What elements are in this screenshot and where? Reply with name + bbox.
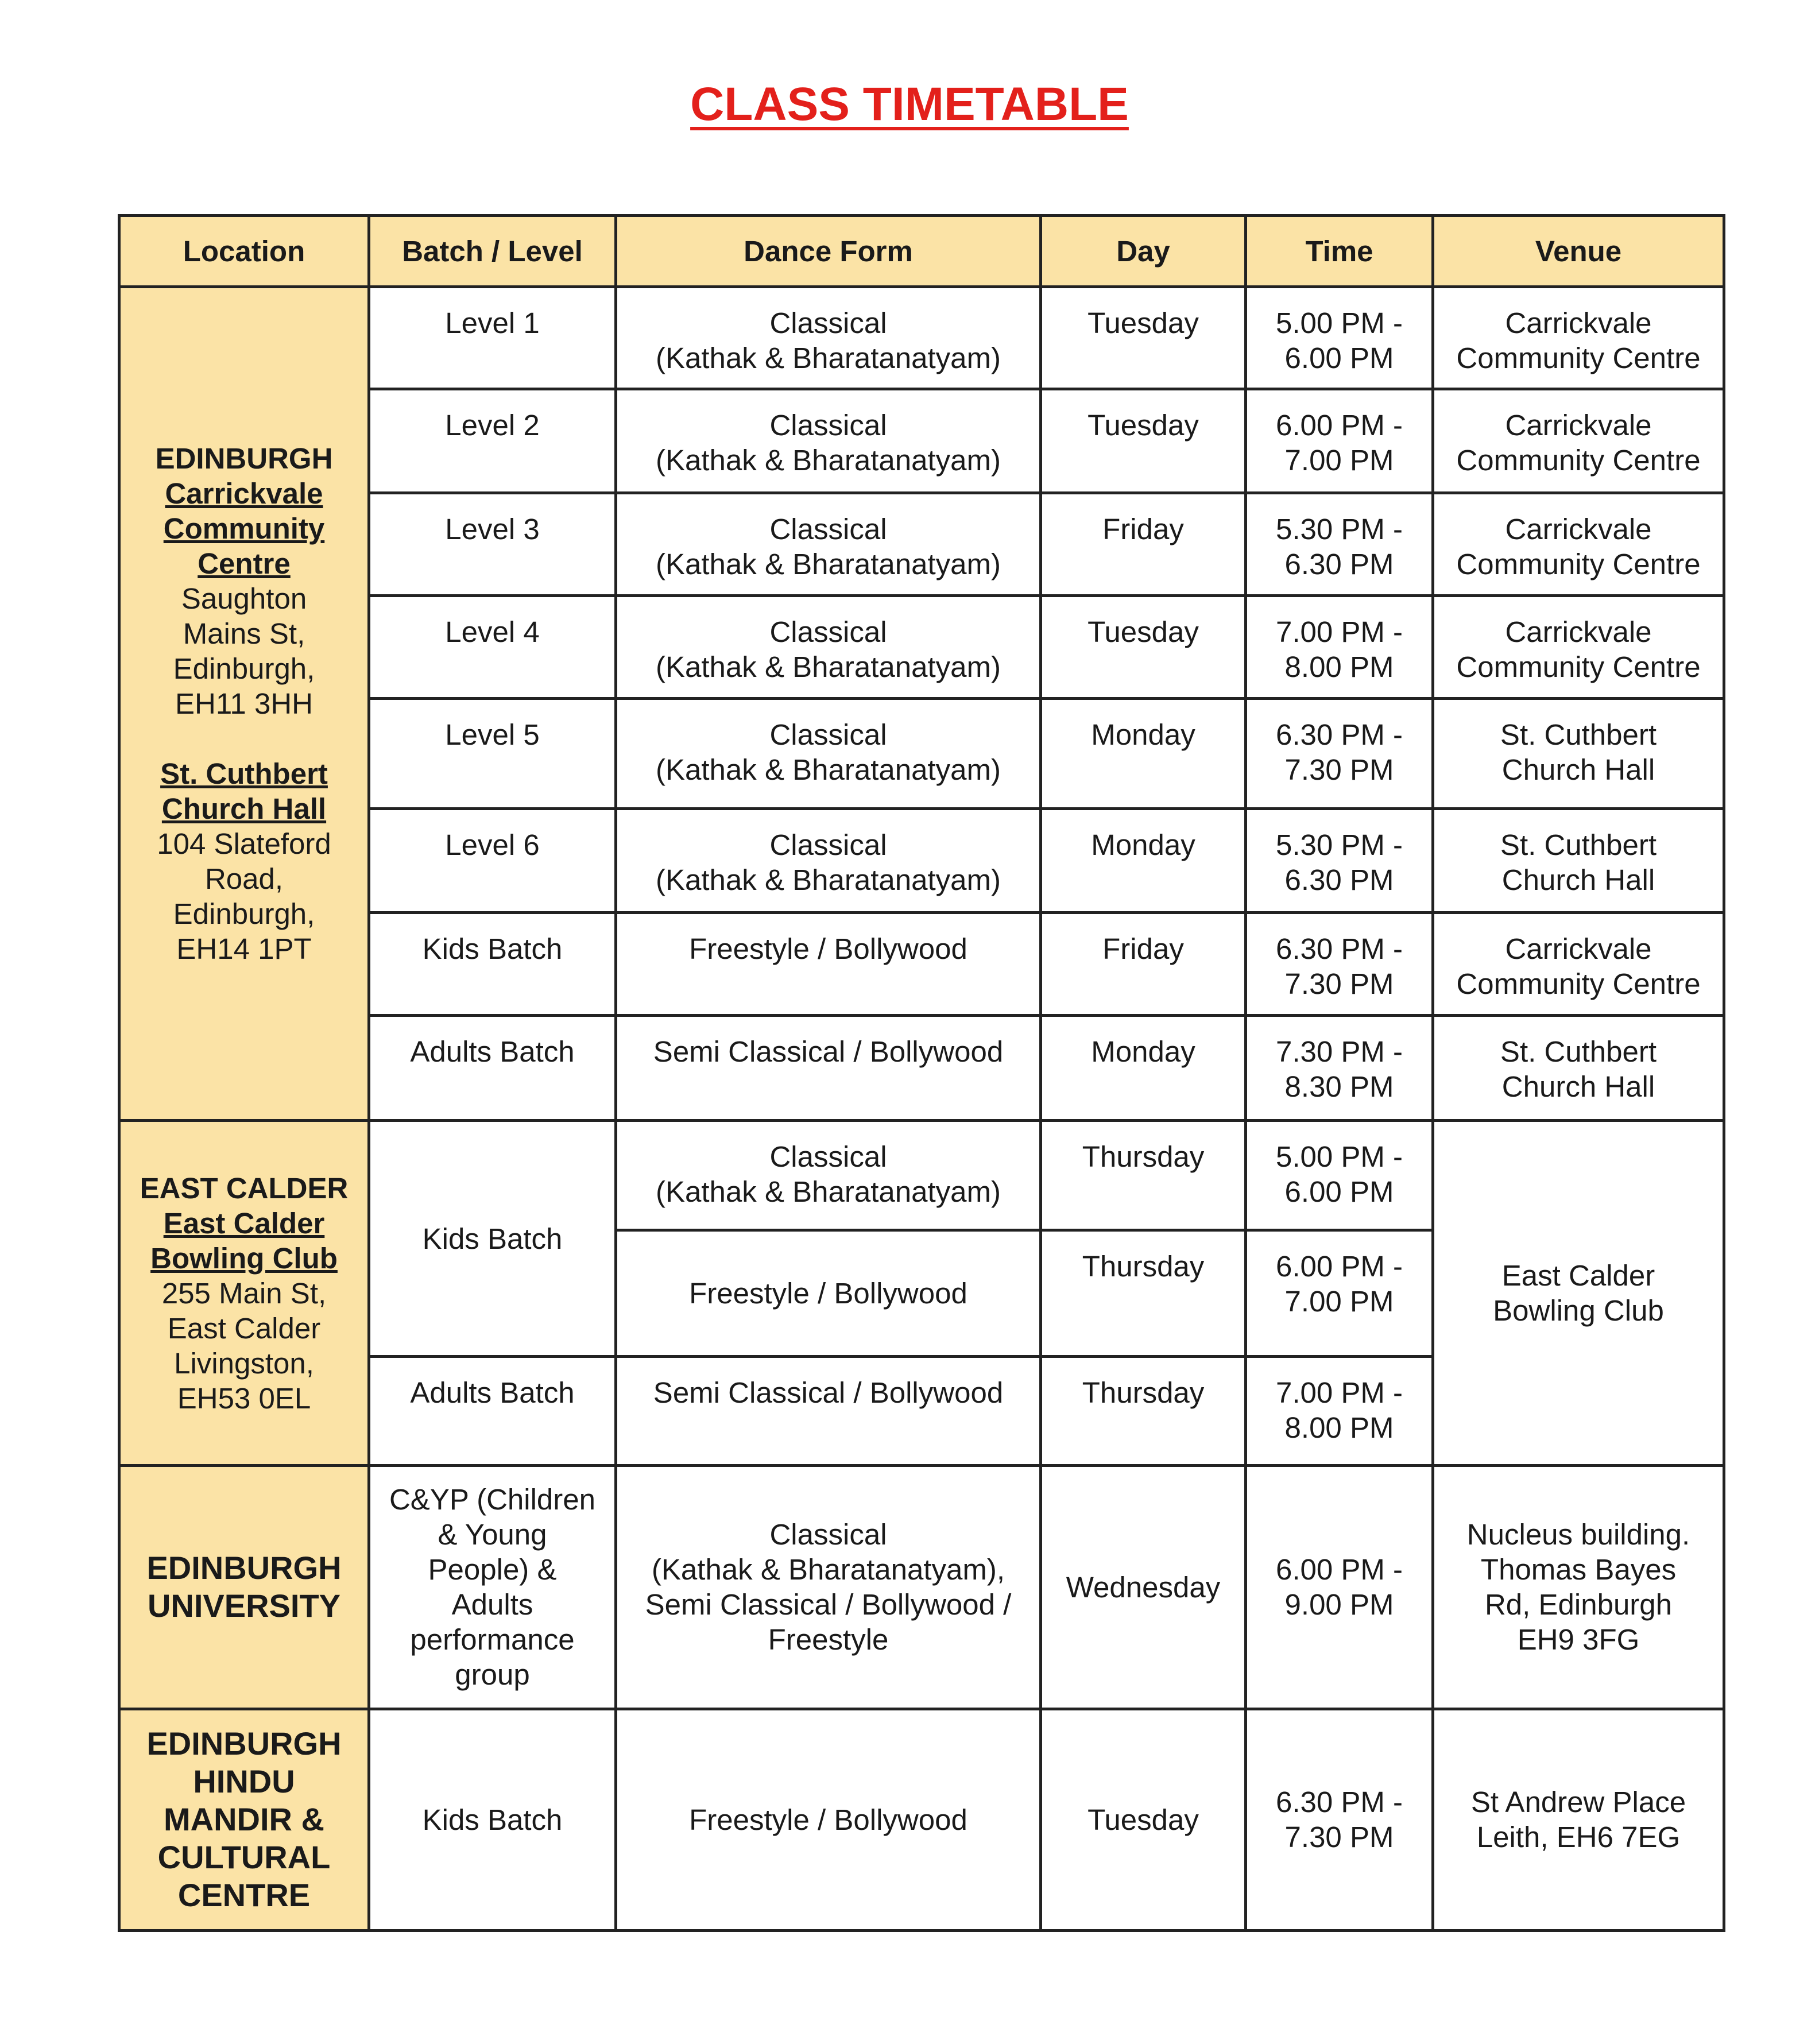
header-time: Time — [1246, 216, 1433, 287]
location-mandir-name-line: CENTRE — [177, 1877, 311, 1914]
venue-cell: Carrickvale Community Centre — [1433, 389, 1724, 493]
day-cell: Tuesday — [1041, 389, 1246, 493]
location-east-calder-cell — [119, 1121, 369, 1465]
day-cell: Tuesday — [1041, 287, 1246, 389]
venue-cell: St. Cuthbert Church Hall — [1433, 1016, 1724, 1121]
time-cell: 5.00 PM - 6.00 PM — [1246, 1121, 1433, 1230]
time-cell: 7.00 PM - 8.00 PM — [1246, 596, 1433, 699]
location-edinburgh-cell — [119, 287, 369, 1121]
header-row — [119, 216, 1724, 287]
location-edinburgh-name: EDINBURGH — [155, 442, 333, 475]
time-cell: 5.30 PM - 6.30 PM — [1246, 493, 1433, 596]
day-cell: Thursday — [1041, 1121, 1246, 1230]
day-cell: Thursday — [1041, 1356, 1246, 1465]
table-row — [119, 1709, 1724, 1930]
timetable-table — [118, 214, 1725, 1932]
time-cell: 6.30 PM - 7.30 PM — [1246, 1709, 1433, 1930]
east-calder-address-line: EH53 0EL — [177, 1381, 311, 1415]
day-cell: Monday — [1041, 809, 1246, 913]
day-cell: Tuesday — [1041, 1709, 1246, 1930]
venue-cell: Carrickvale Community Centre — [1433, 596, 1724, 699]
table-row — [119, 287, 1724, 389]
venue1-address-line: Edinburgh, — [173, 652, 315, 686]
time-cell: 6.00 PM - 9.00 PM — [1246, 1465, 1433, 1709]
venue1-address-line: Mains St, — [183, 617, 305, 651]
east-calder-venue-name-line: Bowling Club — [150, 1241, 338, 1275]
venue-cell: Nucleus building. Thomas Bayes Rd, Edinburgh EH9 3FG — [1433, 1465, 1724, 1709]
batch-cell: C&YP (Children & Young People) & Adults performance group — [369, 1465, 616, 1709]
day-cell: Thursday — [1041, 1230, 1246, 1356]
venue2-address-line: Edinburgh, — [173, 897, 315, 931]
time-cell: 7.30 PM - 8.30 PM — [1246, 1016, 1433, 1121]
dance-form-cell: Classical (Kathak & Bharatanatyam) — [616, 596, 1041, 699]
header-day: Day — [1041, 216, 1246, 287]
batch-cell: Level 3 — [369, 493, 616, 596]
day-cell: Friday — [1041, 493, 1246, 596]
batch-cell: Adults Batch — [369, 1356, 616, 1465]
batch-cell: Kids Batch — [369, 1121, 616, 1356]
location-east-calder-name: EAST CALDER — [140, 1171, 349, 1205]
venue-cell: St. Cuthbert Church Hall — [1433, 809, 1724, 913]
venue-cell: St. Cuthbert Church Hall — [1433, 699, 1724, 809]
dance-form-cell: Freestyle / Bollywood — [616, 1230, 1041, 1356]
location-mandir-name-line: CULTURAL — [157, 1839, 331, 1876]
table-row — [119, 1121, 1724, 1230]
location-university-name-line: UNIVERSITY — [147, 1588, 341, 1624]
dance-form-cell: Semi Classical / Bollywood — [616, 1356, 1041, 1465]
day-cell: Tuesday — [1041, 596, 1246, 699]
batch-cell: Level 1 — [369, 287, 616, 389]
dance-form-cell: Semi Classical / Bollywood — [616, 1016, 1041, 1121]
header-batch: Batch / Level — [369, 216, 616, 287]
time-cell: 6.30 PM - 7.30 PM — [1246, 913, 1433, 1016]
venue1-address-line: Saughton — [181, 582, 307, 615]
header-location: Location — [119, 216, 369, 287]
batch-cell: Kids Batch — [369, 1709, 616, 1930]
batch-cell: Kids Batch — [369, 913, 616, 1016]
location-mandir-cell — [119, 1709, 369, 1930]
dance-form-cell: Classical (Kathak & Bharatanatyam) — [616, 287, 1041, 389]
venue1-name-line: Carrickvale — [165, 477, 323, 510]
location-university-name-line: EDINBURGH — [146, 1550, 342, 1586]
venue-cell: St Andrew Place Leith, EH6 7EG — [1433, 1709, 1724, 1930]
dance-form-cell: Classical (Kathak & Bharatanatyam) — [616, 1121, 1041, 1230]
venue1-address-line: EH11 3HH — [175, 687, 313, 721]
east-calder-address-line: East Calder — [167, 1311, 321, 1345]
batch-cell: Level 2 — [369, 389, 616, 493]
venue2-address-line: EH14 1PT — [176, 932, 312, 966]
day-cell: Friday — [1041, 913, 1246, 1016]
east-calder-venue-name-line: East Calder — [163, 1206, 325, 1240]
venue2-address-line: 104 Slateford — [157, 827, 331, 861]
venue2-address-line: Road, — [204, 862, 284, 896]
time-cell: 6.00 PM - 7.00 PM — [1246, 389, 1433, 493]
venue-cell: Carrickvale Community Centre — [1433, 913, 1724, 1016]
time-cell: 6.30 PM - 7.30 PM — [1246, 699, 1433, 809]
day-cell: Monday — [1041, 699, 1246, 809]
location-university-cell — [119, 1465, 369, 1709]
page-title: CLASS TIMETABLE — [690, 78, 1129, 130]
batch-cell: Level 4 — [369, 596, 616, 699]
venue-cell: Carrickvale Community Centre — [1433, 493, 1724, 596]
venue-cell: Carrickvale Community Centre — [1433, 287, 1724, 389]
east-calder-address-line: 255 Main St, — [161, 1276, 327, 1310]
header-venue: Venue — [1433, 216, 1724, 287]
time-cell: 7.00 PM - 8.00 PM — [1246, 1356, 1433, 1465]
venue-cell: East Calder Bowling Club — [1433, 1121, 1724, 1465]
east-calder-address-line: Livingston, — [174, 1346, 314, 1380]
time-cell: 5.00 PM - 6.00 PM — [1246, 287, 1433, 389]
dance-form-cell: Classical (Kathak & Bharatanatyam) — [616, 809, 1041, 913]
venue2-name-line: Church Hall — [161, 792, 327, 826]
day-cell: Monday — [1041, 1016, 1246, 1121]
dance-form-cell: Freestyle / Bollywood — [616, 913, 1041, 1016]
venue1-name-line: Centre — [198, 547, 291, 580]
location-mandir-name-line: HINDU — [193, 1763, 295, 1800]
time-cell: 6.00 PM - 7.00 PM — [1246, 1230, 1433, 1356]
dance-form-cell: Classical (Kathak & Bharatanatyam), Semi Classical / Bollywood / Freestyle — [616, 1465, 1041, 1709]
batch-cell: Level 6 — [369, 809, 616, 913]
dance-form-cell: Classical (Kathak & Bharatanatyam) — [616, 389, 1041, 493]
location-mandir-name-line: MANDIR & — [164, 1801, 324, 1838]
day-cell: Wednesday — [1041, 1465, 1246, 1709]
venue1-name-line: Community — [163, 512, 325, 545]
time-cell: 5.30 PM - 6.30 PM — [1246, 809, 1433, 913]
spacer — [126, 721, 362, 756]
batch-cell: Level 5 — [369, 699, 616, 809]
dance-form-cell: Classical (Kathak & Bharatanatyam) — [616, 699, 1041, 809]
dance-form-cell: Classical (Kathak & Bharatanatyam) — [616, 493, 1041, 596]
batch-cell: Adults Batch — [369, 1016, 616, 1121]
header-dance-form: Dance Form — [616, 216, 1041, 287]
location-mandir-name-line: EDINBURGH — [146, 1725, 342, 1762]
table-row — [119, 1465, 1724, 1709]
venue2-name-line: St. Cuthbert — [160, 757, 328, 791]
dance-form-cell: Freestyle / Bollywood — [616, 1709, 1041, 1930]
